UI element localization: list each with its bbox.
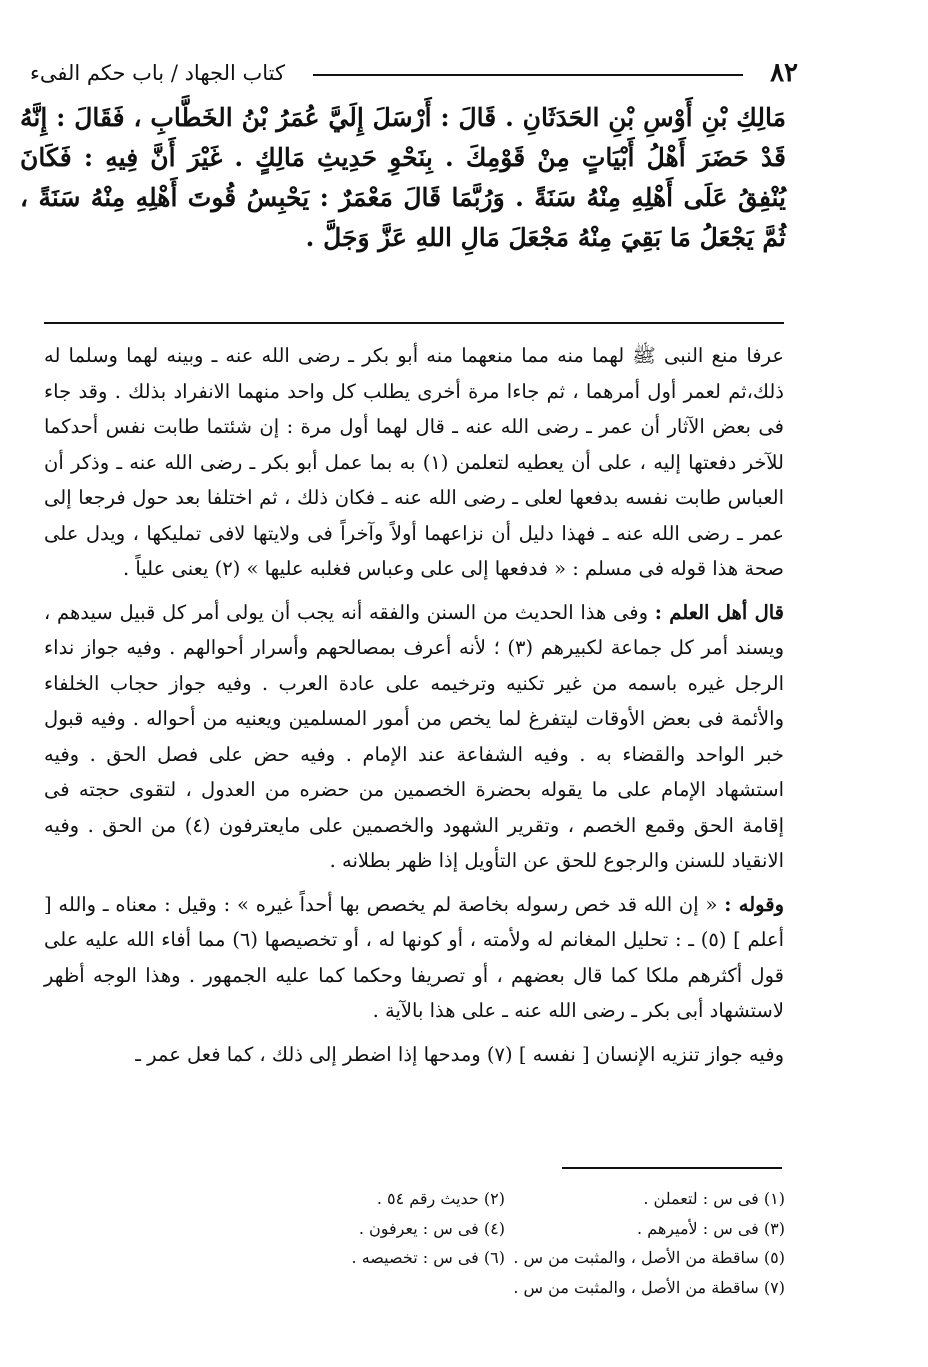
footnote-divider	[562, 1167, 782, 1169]
commentary-paragraph-3	[44, 887, 784, 1029]
footnotes	[240, 1184, 785, 1302]
paragraph-body: « إن الله قد خص رسوله بخاصة لم يخصص بها أحداً غيره » : وقيل : معناه ـ والله [ أعلم ] (٥) ـ : تحليل المغانم له ولأمته ، أو كونها له ، أو تخصيصها (٦) مما أفاء الله عليه على قول أكثرهم ملكا كما قال بعضهم ، أو تصريفا وحكما كما عليه الجمهور . وهذا الوجه أظهر لاستشهاد أبى بكر ـ رضى الله عنه ـ على هذا بالآية .	[44, 892, 784, 1022]
paragraph-body: وفى هذا الحديث من السنن والفقه أنه يجب أن يولى أمر كل قبيل سيدهم ، ويسند أمر كل جماعة لكبيرهم (٣) ؛ لأنه أعرف بمصالحهم وأسرار أحوالهم . وفيه جواز نداء الرجل غيره باسمه من غير تكنيه وترخيمه على عادة العرب . وفيه جواز حجاب الخلفاء والأئمة فى بعض الأوقات ليتفرغ لما يخص من أمور المسلمين ويعنيه من أحواله . وفيه قبول خبر الواحد والقضاء به . وفيه الشفاعة عند الإمام . وفيه حض على فصل الحق . وفيه استشهاد الإمام على ما يقوله بحضرة الخصمين من حضره من العدول ، لتقوى حجته فى إقامة الحق وقمع الخصم ، وتقرير الشهود والخصمين على مايعترفون (٤) من الحق . وفيه الانقياد للسنن والرجوع للحق عن التأويل إذا ظهر بطلانه .	[44, 600, 784, 872]
page-number: ٨٢	[770, 58, 798, 88]
commentary-paragraph-4: وفيه جواز تنزيه الإنسان [ نفسه ] (٧) ومدحها إذا اضطر إلى ذلك ، كما فعل عمر ـ	[135, 1042, 784, 1066]
footnote: (٧) ساقطة من الأصل ، والمثبت من س .	[513, 1277, 785, 1297]
footnote: (٥) ساقطة من الأصل ، والمثبت من س .	[513, 1248, 785, 1267]
paragraph-lead: قال أهل العلم :	[654, 600, 784, 624]
commentary-paragraph-1: عرفا منع النبى ﷺ لهما منه مما منعهما منه أبو بكر ـ رضى الله عنه ـ وبينه لهما وسلما له ذلك،ثم لعمر أول أمرهما ، ثم جاءا مرة أخرى يطلب كل واحد منهما الانفراد بذلك . وقد جاء فى بعض الآثار أن عمر ـ رضى الله عنه ـ قال لهما أول مرة : إن شئتما طابت نفس أحدكما للآخر دفعتها إليه ، على أن يعطيه لتعلمن (١) به بما عمل أبو بكر ـ رضى الله عنه ـ وذكر أن العباس طابت نفسه بدفعها لعلى ـ رضى الله عنه ـ فكان ذلك ، ثم اختلفا بعد حول فرجعا إلى عمر ـ رضى الله عنه ـ فهذا دليل أن نزاعهما أولاً وآخراً فى ولايتها لافى تمليكها ، ويدل على صحة هذا قوله فى مسلم : « فدفعها إلى على وعباس فغلبه عليها » (٢) يعنى علياً .	[44, 344, 784, 580]
footnote: (٦) فى س : تخصيصه .	[351, 1248, 505, 1267]
commentary	[44, 338, 784, 1080]
footnote: (١) فى س : لتعملن .	[643, 1189, 785, 1208]
page-header	[30, 58, 798, 88]
footnote: (٢) حديث رقم ٥٤ .	[376, 1189, 505, 1208]
hadith-text: مَالِكِ بْنِ أَوْسِ بْنِ الحَدَثَانِ . قَالَ : أَرْسَلَ إِلَيَّ عُمَرُ بْنُ الخَطَّابِ ، فَقَالَ : إِنَّهُ قَدْ حَضَرَ أَهْلُ أَبْيَاتٍ مِنْ قَوْمِكَ . بِنَحْوِ حَدِيثِ مَالِكٍ . غَيْرَ أَنَّ فِيهِ : فَكَانَ يُنْفِقُ عَلَى أَهْلِهِ مِنْهُ سَنَةً . وَرُبَّمَا قَالَ مَعْمَرٌ : يَحْبِسُ قُوتَ أَهْلِهِ مِنْهُ سَنَةً ، ثُمَّ يَجْعَلُ مَا بَقِيَ مِنْهُ مَجْعَلَ مَالِ اللهِ عَزَّ وَجَلَّ .	[20, 103, 786, 252]
section-divider	[44, 322, 784, 324]
footnote: (٤) فى س : يعرفون .	[358, 1218, 505, 1238]
footnote: (٣) فى س : لأميرهم .	[637, 1218, 785, 1238]
commentary-paragraph-2	[44, 595, 784, 879]
paragraph-lead: وقوله :	[724, 892, 784, 916]
running-title: كتاب الجهاد / باب حكم الفىء	[30, 61, 285, 85]
header-rule	[313, 74, 743, 76]
